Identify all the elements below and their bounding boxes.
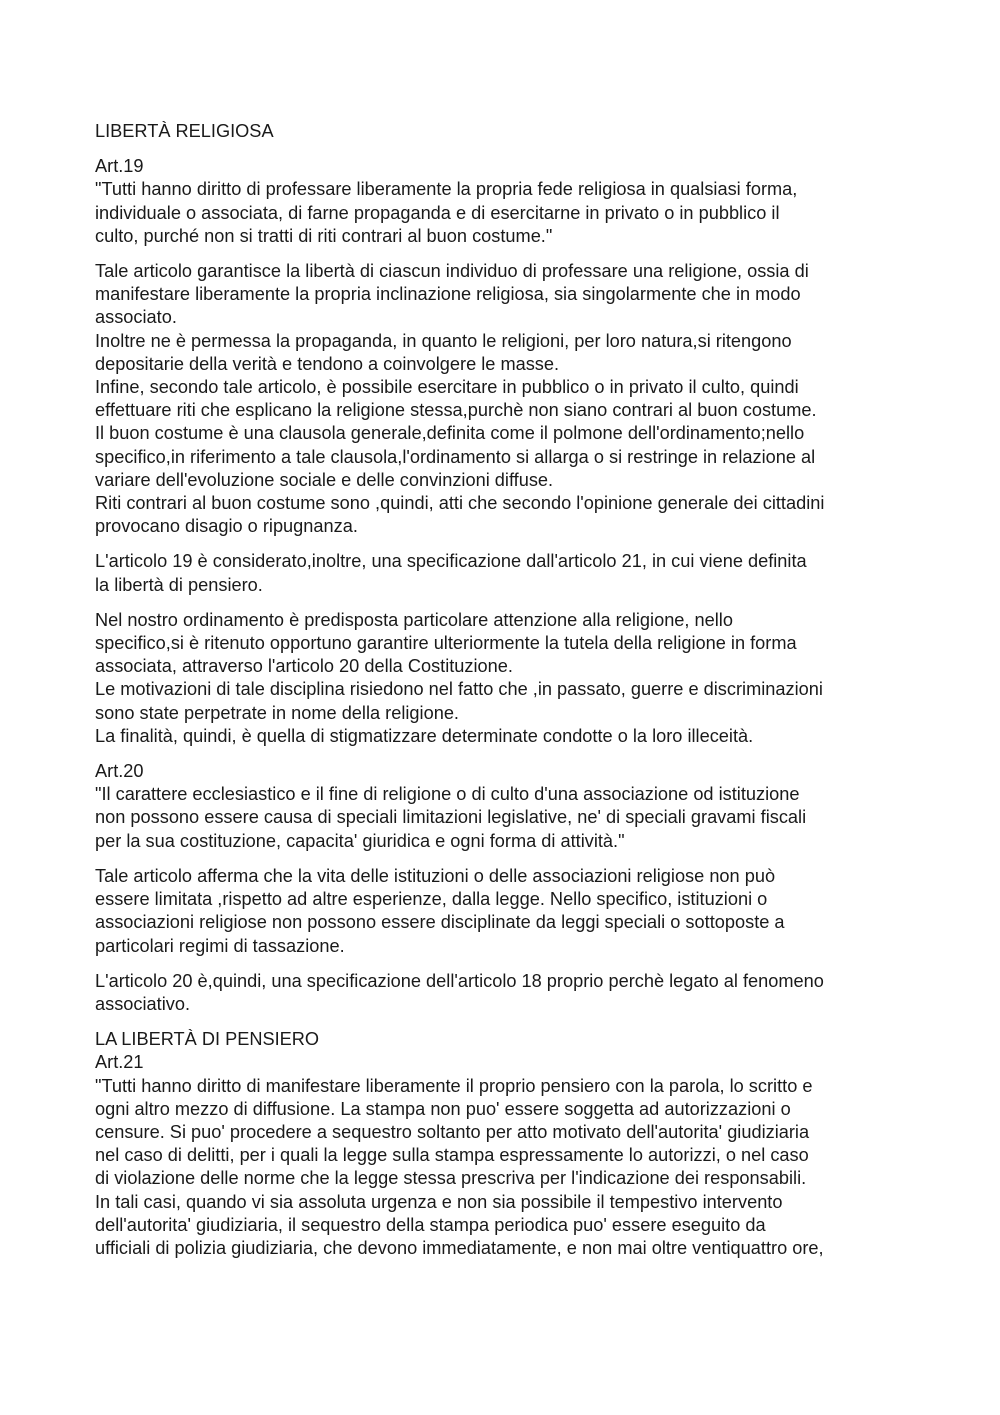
text-line: Infine, secondo tale articolo, è possibile esercitare in pubblico o in privato il culto, quindi bbox=[95, 377, 799, 398]
text-line: La finalità, quindi, è quella di stigmatizzare determinate condotte o la loro illeceità. bbox=[95, 725, 754, 746]
text-line: LIBERTÀ RELIGIOSA bbox=[95, 121, 274, 141]
text-line: ufficiali di polizia giudiziaria, che devono immediatamente, e non mai oltre ventiquattro ore, bbox=[95, 1237, 824, 1258]
text-line: Le motivazioni di tale disciplina risiedono nel fatto che ,in passato, guerre e discriminazioni bbox=[95, 679, 823, 700]
text-line: Il buon costume è una clausola generale,definita come il polmone dell'ordinamento;nello bbox=[95, 423, 805, 444]
paragraph-spec19 bbox=[95, 550, 925, 596]
text-line: In tali casi, quando vi sia assoluta urgenza e non sia possibile il tempestivo intervento bbox=[95, 1191, 783, 1212]
text-line: manifestare liberamente la propria inclinazione religiosa, sia singolarmente che in modo bbox=[95, 284, 801, 305]
text-line: dell'autorita' giudiziaria, il sequestro della stampa periodica puo' essere eseguito da bbox=[95, 1214, 766, 1235]
text-line: nel caso di delitti, per i quali la legge sulla stampa espressamente lo autorizzi, o nel caso bbox=[95, 1145, 809, 1166]
text-line: Inoltre ne è permessa la propaganda, in quanto le religioni, per loro natura,si ritengono bbox=[95, 330, 792, 351]
text-line: specifico,in riferimento a tale clausola,l'ordinamento si allarga o si restringe in relazione al bbox=[95, 446, 816, 467]
text-line: associata, attraverso l'articolo 20 della Costituzione. bbox=[95, 656, 513, 677]
text-line: effettuare riti che esplicano la religione stessa,purchè non siano contrari al buon costume. bbox=[95, 400, 817, 421]
paragraph-comment20 bbox=[95, 865, 925, 958]
text-line: L'articolo 20 è,quindi, una specificazione dell'articolo 18 proprio perchè legato al fenomeno bbox=[95, 970, 824, 991]
paragraph-ordinamento bbox=[95, 609, 925, 748]
text-line: ogni altro mezzo di diffusione. La stampa non puo' essere soggetta ad autorizzazioni o bbox=[95, 1098, 791, 1119]
text-line: Art.21 bbox=[95, 1052, 144, 1073]
text-line: Tale articolo garantisce la libertà di ciascun individuo di professare una religione, ossia di bbox=[95, 261, 809, 282]
text-line: provocano disagio o ripugnanza. bbox=[95, 516, 358, 537]
text-line: "Il carattere ecclesiastico e il fine di religione o di culto d'una associazione od istituzione bbox=[95, 784, 800, 805]
text-line: LA LIBERTÀ DI PENSIERO bbox=[95, 1029, 320, 1050]
text-line: Riti contrari al buon costume sono ,quindi, atti che secondo l'opinione generale dei cittadini bbox=[95, 493, 825, 514]
text-line: culto, purché non si tratti di riti contrari al buon costume." bbox=[95, 225, 553, 246]
text-line: individuale o associata, di farne propaganda e di esercitarne in privato o in pubblico il bbox=[95, 202, 780, 223]
text-line: variare dell'evoluzione sociale e delle convinzioni diffuse. bbox=[95, 469, 554, 490]
text-line: depositarie della verità e tendono a coinvolgere le masse. bbox=[95, 353, 560, 374]
text-line: Art.20 bbox=[95, 761, 144, 782]
text-line: censure. Si puo' procedere a sequestro soltanto per atto motivato dell'autorita' giudiziaria bbox=[95, 1121, 810, 1142]
text-line: associativo. bbox=[95, 993, 191, 1014]
paragraph-art20 bbox=[95, 760, 925, 853]
text-line: Nel nostro ordinamento è predisposta particolare attenzione alla religione, nello bbox=[95, 609, 733, 630]
text-line: di violazione delle norme che la legge stessa prescriva per l'indicazione dei responsabili. bbox=[95, 1168, 807, 1189]
paragraph-title1 bbox=[95, 120, 925, 143]
text-line: associazioni religiose non possono essere disciplinate da leggi speciali o sottoposte a bbox=[95, 912, 785, 933]
text-line: per la sua costituzione, capacita' giuridica e ogni forma di attività." bbox=[95, 830, 625, 851]
paragraph-art19 bbox=[95, 155, 925, 248]
document-page bbox=[95, 120, 925, 1260]
text-line: "Tutti hanno diritto di manifestare liberamente il proprio pensiero con la parola, lo scritto e bbox=[95, 1075, 813, 1096]
text-line: particolari regimi di tassazione. bbox=[95, 935, 345, 956]
text-line: Art.19 bbox=[95, 156, 144, 177]
text-line: associato. bbox=[95, 307, 177, 328]
text-line: specifico,si è ritenuto opportuno garantire ulteriormente la tutela della religione in forma bbox=[95, 633, 797, 654]
paragraph-spec20 bbox=[95, 970, 925, 1016]
text-line: la libertà di pensiero. bbox=[95, 574, 263, 595]
text-line: non possono essere causa di speciali limitazioni legislative, ne' di speciali gravami fiscali bbox=[95, 807, 807, 828]
text-line: essere limitata ,rispetto ad altre esperienze, dalla legge. Nello specifico, istituzioni o bbox=[95, 889, 768, 910]
text-line: "Tutti hanno diritto di professare liberamente la propria fede religiosa in qualsiasi forma, bbox=[95, 179, 798, 200]
text-line: Tale articolo afferma che la vita delle istituzioni o delle associazioni religiose non può bbox=[95, 865, 776, 886]
text-line: L'articolo 19 è considerato,inoltre, una specificazione dall'articolo 21, in cui viene definita bbox=[95, 551, 807, 572]
paragraph-comment19 bbox=[95, 260, 925, 538]
text-line: sono state perpetrate in nome della religione. bbox=[95, 702, 459, 723]
paragraph-art21 bbox=[95, 1028, 925, 1260]
